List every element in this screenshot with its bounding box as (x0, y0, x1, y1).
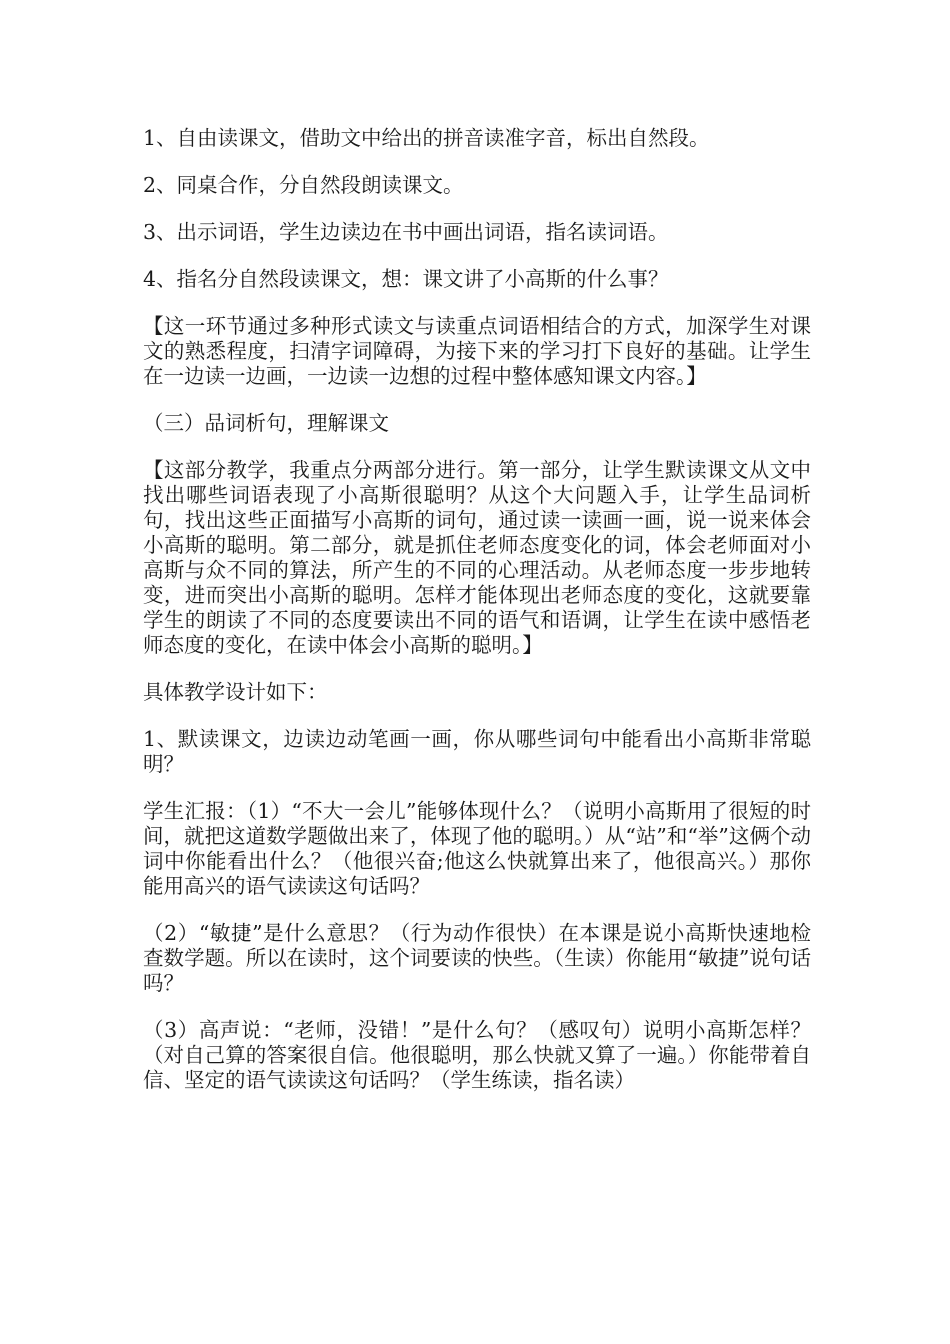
design-step-1: 1、默读课文，边读边动笔画一画，你从哪些词句中能看出小高斯非常聪明？ (143, 727, 811, 776)
section-note-teaching: 【这部分教学，我重点分两部分进行。第一部分，让学生默读课文从文中找出哪些词语表现了小高斯很聪明？从这个大问题入手，让学生品词析句，找出这些正面描写小高斯的词句，通过读一读画一画，说一说来体会小高斯的聪明。第二部分，就是抓住老师态度变化的词，体会老师面对小高斯与众不同的算法，所产生的不同的心理活动。从老师态度一步步地转变，进而突出小高斯的聪明。怎样才能体现出老师态度的变化，这就要靠学生的朗读了不同的态度要读出不同的语气和语调，让学生在读中感悟老师态度的变化，在读中体会小高斯的聪明。】 (143, 458, 811, 657)
step-4-paragraph-reading: 4、指名分自然段读课文，想：课文讲了小高斯的什么事？ (143, 267, 669, 291)
step-2-partner-reading: 2、同桌合作，分自然段朗读课文。 (143, 173, 464, 197)
section-heading-3: （三）品词析句，理解课文 (143, 411, 389, 435)
step-3-vocabulary: 3、出示词语，学生边读边在书中画出词语，指名读词语。 (143, 220, 669, 244)
document-body (143, 126, 811, 1115)
design-intro: 具体教学设计如下： (143, 680, 328, 704)
student-report-3: （3）高声说：“老师，没错！”是什么句？（感叹句）说明小高斯怎样？（对自己算的答案很自信。他很聪明，那么快就又算了一遍。）你能带着自信、坚定的语气读读这句话吗？（学生练读，指名读） (143, 1018, 811, 1092)
section-note-reading: 【这一环节通过多种形式读文与读重点词语相结合的方式，加深学生对课文的熟悉程度，扫清字词障碍，为接下来的学习打下良好的基础。让学生在一边读一边画，一边读一边想的过程中整体感知课文内容。】 (143, 314, 811, 388)
step-1-free-reading: 1、自由读课文，借助文中给出的拼音读准字音，标出自然段。 (143, 126, 710, 150)
student-report-1: 学生汇报：（1）“不大一会儿”能够体现什么？（说明小高斯用了很短的时间，就把这道数学题做出来了，体现了他的聪明。）从“站”和“举”这俩个动词中你能看出什么？（他很兴奋;他这么快就算出来了，他很高兴。）那你能用高兴的语气读读这句话吗？ (143, 799, 811, 898)
student-report-2: （2）“敏捷”是什么意思？（行为动作很快）在本课是说小高斯快速地检查数学题。所以在读时，这个词要读的快些。（生读）你能用“敏捷”说句话吗？ (143, 921, 811, 995)
